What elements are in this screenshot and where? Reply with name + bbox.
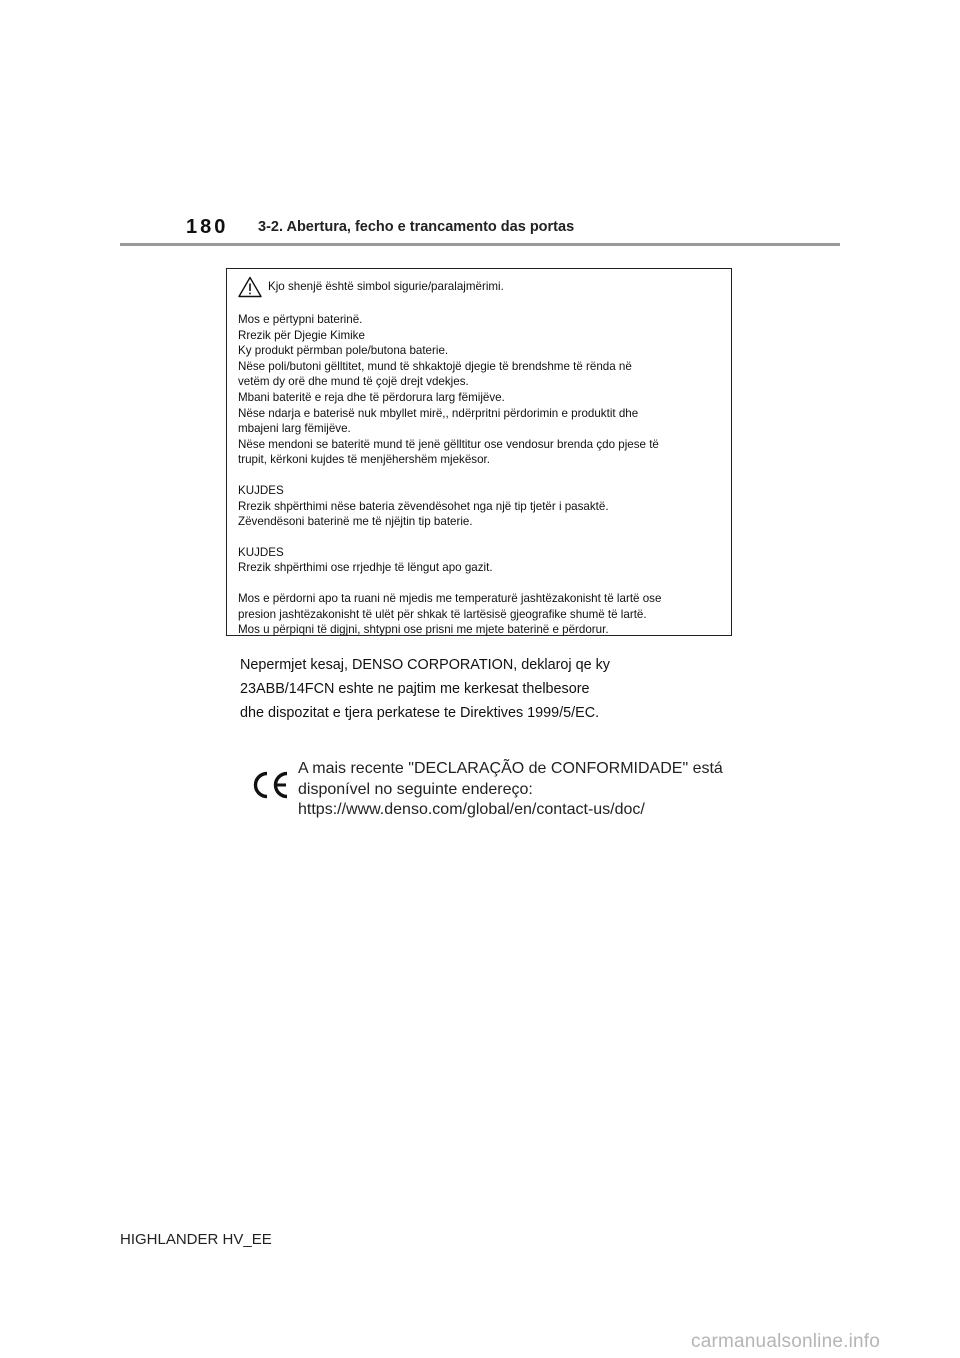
notice-line: Nëse ndarja e baterisë nuk mbyllet mirë,, ndërpritni përdorimin e produktit dhe	[238, 406, 639, 420]
notice-block-environment	[238, 591, 721, 638]
notice-block-ingestion	[238, 312, 721, 468]
declaration-text	[240, 654, 610, 725]
watermark: carmanualsonline.info	[691, 1331, 881, 1352]
notice-heading-row	[238, 276, 721, 298]
notice-line: Ky produkt përmban pole/butona baterie.	[238, 344, 449, 358]
page-number: 180	[186, 216, 229, 238]
notice-line: Mos u përpiqni të digjni, shtypni ose prisni me mjete baterinë e përdorur.	[238, 623, 609, 637]
declaration-line: 23ABB/14FCN eshte ne pajtim me kerkesat thelbesore	[240, 680, 590, 697]
notice-line: KUJDES	[238, 483, 284, 497]
notice-line: Mos e përdorni apo ta ruani në mjedis me temperaturë jashtëzakonisht të lartë ose	[238, 591, 662, 605]
conformity-url: https://www.denso.com/global/en/contact-us/doc/	[298, 801, 645, 818]
footer-model: HIGHLANDER HV_EE	[120, 1231, 272, 1248]
warning-triangle-icon	[238, 276, 262, 298]
ce-mark-icon	[251, 770, 291, 800]
notice-block-caution-replacement	[238, 483, 721, 530]
declaration-line: Nepermjet kesaj, DENSO CORPORATION, deklaroj qe ky	[240, 657, 610, 673]
header-rule	[120, 243, 840, 246]
notice-line: Mbani bateritë e reja dhe të përdorura larg fëmijëve.	[238, 390, 505, 404]
notice-line: Rrezik shpërthimi ose rrjedhje të lëngut apo gazit.	[238, 561, 493, 575]
notice-line: vetëm dy orë dhe mund të çojë drejt vdekjes.	[238, 375, 469, 389]
conformity-text	[298, 759, 723, 821]
section-title: 3-2. Abertura, fecho e trancamento das portas	[258, 219, 575, 235]
notice-box	[226, 268, 732, 636]
notice-line: mbajeni larg fëmijëve.	[238, 422, 351, 436]
notice-line: presion jashtëzakonisht të ulët për shkak të lartësisë gjeografike shumë të lartë.	[238, 607, 647, 621]
conformity-line: A mais recente "DECLARAÇÃO de CONFORMIDADE" está	[298, 760, 723, 777]
notice-line: Mos e përtypni baterinë.	[238, 313, 363, 326]
notice-line: Nëse poli/butoni gëlltitet, mund të shkaktojë djegie të brendshme të rënda në	[238, 359, 632, 373]
notice-line: KUJDES	[238, 545, 284, 559]
notice-heading: Kjo shenjë është simbol sigurie/paralajmërimi.	[268, 280, 504, 294]
conformity-line: disponível no seguinte endereço:	[298, 780, 533, 798]
notice-line: Rrezik shpërthimi nëse bateria zëvendësohet nga një tip tjetër i pasaktë.	[238, 499, 609, 513]
notice-line: trupit, kërkoni kujdes të menjëhershëm mjekësor.	[238, 453, 490, 467]
notice-line: Nëse mendoni se bateritë mund të jenë gëlltitur ose vendosur brenda çdo pjese të	[238, 437, 659, 451]
declaration-line: dhe dispozitat e tjera perkatese te Direktives 1999/5/EC.	[240, 704, 600, 721]
notice-block-caution-leakage	[238, 545, 721, 576]
notice-line: Zëvendësoni baterinë me të njëjtin tip baterie.	[238, 515, 473, 529]
notice-line: Rrezik për Djegie Kimike	[238, 328, 365, 342]
